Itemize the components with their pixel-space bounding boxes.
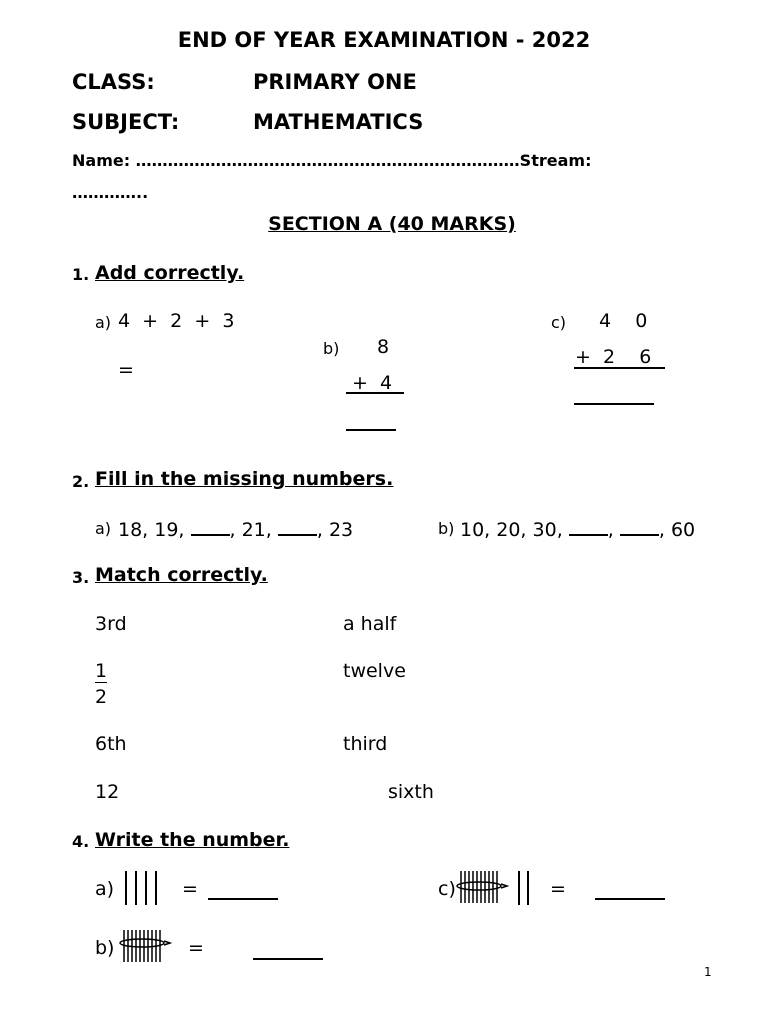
q2a-sequence <box>118 516 353 541</box>
match-left-3rd: 3rd <box>95 613 127 635</box>
q1b-bottom-number: + 4 <box>352 372 393 394</box>
tally-four-icon <box>122 869 162 907</box>
q4a-answer-line[interactable] <box>208 898 278 900</box>
q2a-blank-2[interactable] <box>278 516 317 536</box>
exam-title: END OF YEAR EXAMINATION - 2022 <box>177 28 591 52</box>
q2a-part-3: , 23 <box>316 519 354 541</box>
subject-value: MATHEMATICS <box>253 110 424 134</box>
q1c-label: c) <box>551 313 567 332</box>
q1a-equals: = <box>118 359 134 381</box>
q2a-label: a) <box>95 519 112 538</box>
q1c-answer-line[interactable] <box>574 403 654 405</box>
q2b-part-2: , <box>607 519 620 541</box>
q2a-part-1: 18, 19, <box>118 519 191 541</box>
question-title-3: Match correctly. <box>95 564 268 586</box>
subject-label: SUBJECT: <box>72 110 180 134</box>
q2b-part-1: 10, 20, 30, <box>460 519 569 541</box>
class-label: CLASS: <box>72 70 155 94</box>
question-number-4: 4. <box>72 832 90 851</box>
q4c-equals: = <box>550 878 566 900</box>
q1b-top-number: 8 <box>377 336 390 358</box>
question-title-1: Add correctly. <box>95 262 245 284</box>
question-title-4: Write the number. <box>95 829 290 851</box>
name-stream-line: Name: ………………………………………………………………Stream: <box>72 151 592 170</box>
q2b-label: b) <box>438 519 455 538</box>
q4c-answer-line[interactable] <box>595 898 665 900</box>
q1c-top-number: 4 0 <box>599 310 648 332</box>
tally-bundle-ten-icon <box>118 928 174 966</box>
q4b-equals: = <box>188 937 204 959</box>
match-right-twelve: twelve <box>343 660 406 682</box>
q1b-label: b) <box>323 339 340 358</box>
class-value: PRIMARY ONE <box>253 70 417 94</box>
q1b-answer-line[interactable] <box>346 429 396 431</box>
match-left-12: 12 <box>95 781 120 803</box>
match-left-fraction-numerator: 1 <box>95 660 108 682</box>
section-heading: SECTION A (40 MARKS) <box>268 213 516 235</box>
q2b-blank-2[interactable] <box>620 516 659 536</box>
match-right-sixth: sixth <box>388 781 434 803</box>
match-left-fraction-denominator: 2 <box>95 686 108 708</box>
question-title-2: Fill in the missing numbers. <box>95 468 394 490</box>
q1a-expression: 4 + 2 + 3 <box>118 310 235 332</box>
page-number: 1 <box>704 965 712 979</box>
stream-dots: ………….. <box>72 183 149 202</box>
q1c-sum-line <box>574 367 665 369</box>
match-right-third: third <box>343 733 388 755</box>
q1c-bottom-number: + 2 6 <box>575 346 652 368</box>
q2b-sequence <box>460 516 695 541</box>
q4a-equals: = <box>182 878 198 900</box>
q1b-sum-line <box>346 392 404 394</box>
q2a-part-2: , 21, <box>229 519 278 541</box>
q2a-blank-1[interactable] <box>191 516 230 536</box>
fraction-bar <box>95 682 107 683</box>
q4c-label: c) <box>438 878 456 900</box>
q4b-answer-line[interactable] <box>253 958 323 960</box>
q1a-label: a) <box>95 313 112 332</box>
q4a-label: a) <box>95 878 115 900</box>
question-number-3: 3. <box>72 568 90 587</box>
question-number-1: 1. <box>72 265 90 284</box>
question-number-2: 2. <box>72 472 90 491</box>
q4b-label: b) <box>95 937 115 959</box>
tally-bundle-ten-plus-two-icon <box>455 869 535 907</box>
match-right-a-half: a half <box>343 613 397 635</box>
q2b-blank-1[interactable] <box>569 516 608 536</box>
match-left-6th: 6th <box>95 733 127 755</box>
q2b-part-3: , 60 <box>658 519 696 541</box>
